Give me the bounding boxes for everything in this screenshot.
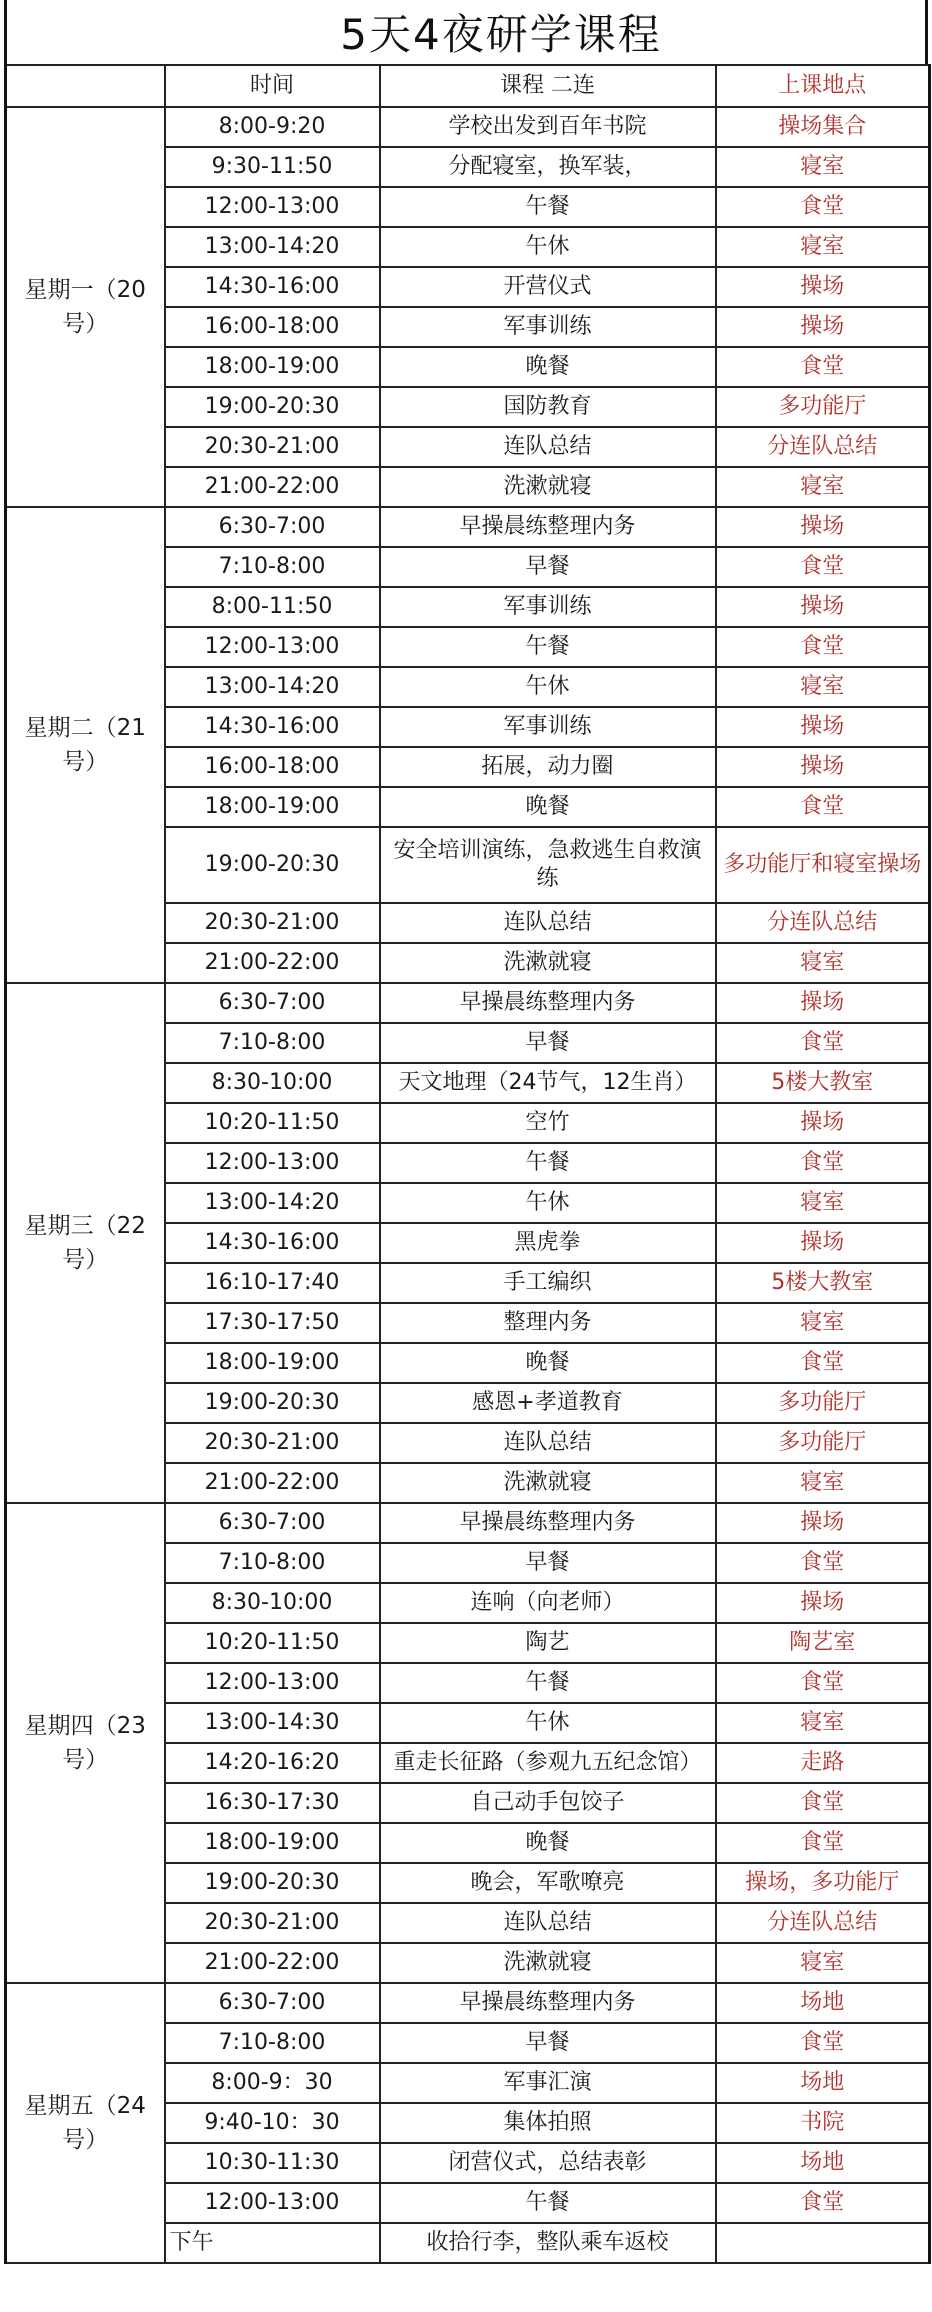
time-cell: 18:00-19:00	[165, 787, 380, 827]
day-label: 星期三（22号）	[6, 983, 165, 1503]
time-cell: 10:30-11:30	[165, 2143, 380, 2183]
course-cell: 早操晨练整理内务	[380, 507, 716, 547]
time-cell: 7:10-8:00	[165, 1023, 380, 1063]
time-cell: 6:30-7:00	[165, 507, 380, 547]
course-cell: 军事训练	[380, 307, 716, 347]
time-cell: 8:30-10:00	[165, 1583, 380, 1623]
location-cell: 食堂	[716, 1143, 930, 1183]
course-cell: 午餐	[380, 627, 716, 667]
location-cell: 食堂	[716, 2023, 930, 2063]
course-cell: 国防教育	[380, 387, 716, 427]
location-cell: 书院	[716, 2103, 930, 2143]
location-cell: 食堂	[716, 1023, 930, 1063]
time-cell: 13:00-14:20	[165, 227, 380, 267]
time-cell: 7:10-8:00	[165, 547, 380, 587]
time-cell: 13:00-14:20	[165, 667, 380, 707]
course-cell: 洗漱就寝	[380, 1463, 716, 1503]
time-cell: 12:00-13:00	[165, 187, 380, 227]
header-course: 课程 二连	[380, 65, 716, 107]
location-cell: 寝室	[716, 1703, 930, 1743]
course-cell: 集体拍照	[380, 2103, 716, 2143]
time-cell: 8:30-10:00	[165, 1063, 380, 1103]
time-cell: 10:20-11:50	[165, 1623, 380, 1663]
course-cell: 晚餐	[380, 1343, 716, 1383]
course-cell: 军事训练	[380, 707, 716, 747]
course-cell: 军事训练	[380, 587, 716, 627]
course-cell: 早操晨练整理内务	[380, 1983, 716, 2023]
location-cell: 场地	[716, 1983, 930, 2023]
time-cell: 14:30-16:00	[165, 1223, 380, 1263]
table-row	[6, 507, 930, 547]
course-cell: 早餐	[380, 1543, 716, 1583]
location-cell: 食堂	[716, 187, 930, 227]
day-label: 星期一（20号）	[6, 107, 165, 507]
course-cell: 午休	[380, 1703, 716, 1743]
location-cell: 寝室	[716, 1183, 930, 1223]
time-cell: 21:00-22:00	[165, 467, 380, 507]
time-cell: 21:00-22:00	[165, 943, 380, 983]
time-cell: 16:30-17:30	[165, 1783, 380, 1823]
time-cell: 14:30-16:00	[165, 707, 380, 747]
location-cell: 操场	[716, 983, 930, 1023]
location-cell: 走路	[716, 1743, 930, 1783]
time-cell: 18:00-19:00	[165, 347, 380, 387]
header-time: 时间	[165, 65, 380, 107]
table-row	[6, 1503, 930, 1543]
time-cell: 20:30-21:00	[165, 1423, 380, 1463]
time-cell: 20:30-21:00	[165, 1903, 380, 1943]
location-cell: 食堂	[716, 1543, 930, 1583]
location-cell: 食堂	[716, 1343, 930, 1383]
location-cell: 操场	[716, 307, 930, 347]
location-cell: 食堂	[716, 787, 930, 827]
location-cell: 操场	[716, 587, 930, 627]
location-cell: 陶艺室	[716, 1623, 930, 1663]
table-row	[6, 107, 930, 147]
course-cell: 整理内务	[380, 1303, 716, 1343]
location-cell: 食堂	[716, 547, 930, 587]
course-cell: 连队总结	[380, 1423, 716, 1463]
time-cell: 19:00-20:30	[165, 387, 380, 427]
time-cell: 19:00-20:30	[165, 827, 380, 903]
location-cell: 食堂	[716, 1663, 930, 1703]
location-cell: 5楼大教室	[716, 1063, 930, 1103]
time-cell: 21:00-22:00	[165, 1943, 380, 1983]
table-row	[6, 983, 930, 1023]
course-cell: 连响（向老师）	[380, 1583, 716, 1623]
location-cell: 食堂	[716, 2183, 930, 2223]
course-cell: 午餐	[380, 2183, 716, 2223]
location-cell: 操场	[716, 747, 930, 787]
location-cell: 寝室	[716, 227, 930, 267]
time-cell: 16:00-18:00	[165, 307, 380, 347]
time-cell: 8:00-9:20	[165, 107, 380, 147]
location-cell	[716, 2223, 930, 2263]
course-cell: 早餐	[380, 2023, 716, 2063]
time-cell: 14:20-16:20	[165, 1743, 380, 1783]
location-cell: 多功能厅和寝室操场	[716, 827, 930, 903]
location-cell: 场地	[716, 2143, 930, 2183]
header-row	[6, 65, 930, 107]
course-cell: 黑虎拳	[380, 1223, 716, 1263]
course-cell: 连队总结	[380, 1903, 716, 1943]
course-cell: 早餐	[380, 1023, 716, 1063]
course-cell: 开营仪式	[380, 267, 716, 307]
time-cell: 17:30-17:50	[165, 1303, 380, 1343]
time-cell: 8:00-9：30	[165, 2063, 380, 2103]
course-cell: 安全培训演练，急救逃生自救演练	[380, 827, 716, 903]
page-title: 5天4夜研学课程	[340, 10, 662, 59]
time-cell: 12:00-13:00	[165, 1663, 380, 1703]
time-cell: 21:00-22:00	[165, 1463, 380, 1503]
course-cell: 分配寝室，换军装，	[380, 147, 716, 187]
course-cell: 午休	[380, 227, 716, 267]
header-location: 上课地点	[716, 65, 930, 107]
location-cell: 操场	[716, 267, 930, 307]
course-cell: 晚餐	[380, 1823, 716, 1863]
location-cell: 食堂	[716, 1823, 930, 1863]
time-cell: 下午	[165, 2223, 380, 2263]
time-cell: 12:00-13:00	[165, 1143, 380, 1183]
course-cell: 午餐	[380, 187, 716, 227]
location-cell: 食堂	[716, 347, 930, 387]
course-cell: 晚餐	[380, 787, 716, 827]
course-cell: 洗漱就寝	[380, 1943, 716, 1983]
location-cell: 操场	[716, 707, 930, 747]
time-cell: 6:30-7:00	[165, 1503, 380, 1543]
course-cell: 早餐	[380, 547, 716, 587]
course-cell: 军事汇演	[380, 2063, 716, 2103]
header-day	[6, 65, 165, 107]
location-cell: 分连队总结	[716, 427, 930, 467]
course-cell: 早操晨练整理内务	[380, 1503, 716, 1543]
time-cell: 19:00-20:30	[165, 1863, 380, 1903]
course-cell: 晚餐	[380, 347, 716, 387]
course-cell: 午休	[380, 667, 716, 707]
time-cell: 18:00-19:00	[165, 1343, 380, 1383]
time-cell: 9:30-11:50	[165, 147, 380, 187]
time-cell: 20:30-21:00	[165, 427, 380, 467]
location-cell: 食堂	[716, 1783, 930, 1823]
location-cell: 操场	[716, 507, 930, 547]
location-cell: 寝室	[716, 943, 930, 983]
location-cell: 操场	[716, 1103, 930, 1143]
location-cell: 寝室	[716, 147, 930, 187]
course-cell: 晚会，军歌嘹亮	[380, 1863, 716, 1903]
location-cell: 分连队总结	[716, 1903, 930, 1943]
location-cell: 多功能厅	[716, 1383, 930, 1423]
time-cell: 7:10-8:00	[165, 1543, 380, 1583]
time-cell: 6:30-7:00	[165, 983, 380, 1023]
course-cell: 拓展，动力圈	[380, 747, 716, 787]
day-label: 星期五（24号）	[6, 1983, 165, 2263]
course-cell: 空竹	[380, 1103, 716, 1143]
location-cell: 分连队总结	[716, 903, 930, 943]
location-cell: 寝室	[716, 667, 930, 707]
time-cell: 12:00-13:00	[165, 2183, 380, 2223]
time-cell: 19:00-20:30	[165, 1383, 380, 1423]
time-cell: 20:30-21:00	[165, 903, 380, 943]
course-cell: 闭营仪式，总结表彰	[380, 2143, 716, 2183]
course-cell: 自己动手包饺子	[380, 1783, 716, 1823]
time-cell: 8:00-11:50	[165, 587, 380, 627]
course-cell: 午餐	[380, 1143, 716, 1183]
course-cell: 重走长征路（参观九五纪念馆）	[380, 1743, 716, 1783]
course-cell: 洗漱就寝	[380, 943, 716, 983]
location-cell: 5楼大教室	[716, 1263, 930, 1303]
course-cell: 连队总结	[380, 903, 716, 943]
time-cell: 10:20-11:50	[165, 1103, 380, 1143]
course-cell: 午餐	[380, 1663, 716, 1703]
course-cell: 手工编织	[380, 1263, 716, 1303]
time-cell: 9:40-10：30	[165, 2103, 380, 2143]
title-bar	[4, 0, 928, 64]
location-cell: 多功能厅	[716, 387, 930, 427]
schedule-body	[6, 65, 930, 2263]
location-cell: 寝室	[716, 1303, 930, 1343]
location-cell: 寝室	[716, 1463, 930, 1503]
location-cell: 操场	[716, 1503, 930, 1543]
location-cell: 操场集合	[716, 107, 930, 147]
course-cell: 早操晨练整理内务	[380, 983, 716, 1023]
day-label: 星期二（21号）	[6, 507, 165, 983]
time-cell: 6:30-7:00	[165, 1983, 380, 2023]
course-cell: 感恩+孝道教育	[380, 1383, 716, 1423]
location-cell: 寝室	[716, 467, 930, 507]
time-cell: 7:10-8:00	[165, 2023, 380, 2063]
course-cell: 午休	[380, 1183, 716, 1223]
location-cell: 操场	[716, 1583, 930, 1623]
location-cell: 多功能厅	[716, 1423, 930, 1463]
location-cell: 寝室	[716, 1943, 930, 1983]
schedule-table	[4, 64, 931, 2264]
location-cell: 操场	[716, 1223, 930, 1263]
location-cell: 食堂	[716, 627, 930, 667]
location-cell: 场地	[716, 2063, 930, 2103]
table-row	[6, 1983, 930, 2023]
time-cell: 18:00-19:00	[165, 1823, 380, 1863]
course-cell: 天文地理（24节气，12生肖）	[380, 1063, 716, 1103]
course-cell: 陶艺	[380, 1623, 716, 1663]
time-cell: 14:30-16:00	[165, 267, 380, 307]
time-cell: 16:10-17:40	[165, 1263, 380, 1303]
time-cell: 13:00-14:20	[165, 1183, 380, 1223]
time-cell: 13:00-14:30	[165, 1703, 380, 1743]
time-cell: 16:00-18:00	[165, 747, 380, 787]
course-cell: 连队总结	[380, 427, 716, 467]
day-label: 星期四（23号）	[6, 1503, 165, 1983]
course-cell: 收拾行李，整队乘车返校	[380, 2223, 716, 2263]
course-cell: 学校出发到百年书院	[380, 107, 716, 147]
course-cell: 洗漱就寝	[380, 467, 716, 507]
time-cell: 12:00-13:00	[165, 627, 380, 667]
location-cell: 操场，多功能厅	[716, 1863, 930, 1903]
